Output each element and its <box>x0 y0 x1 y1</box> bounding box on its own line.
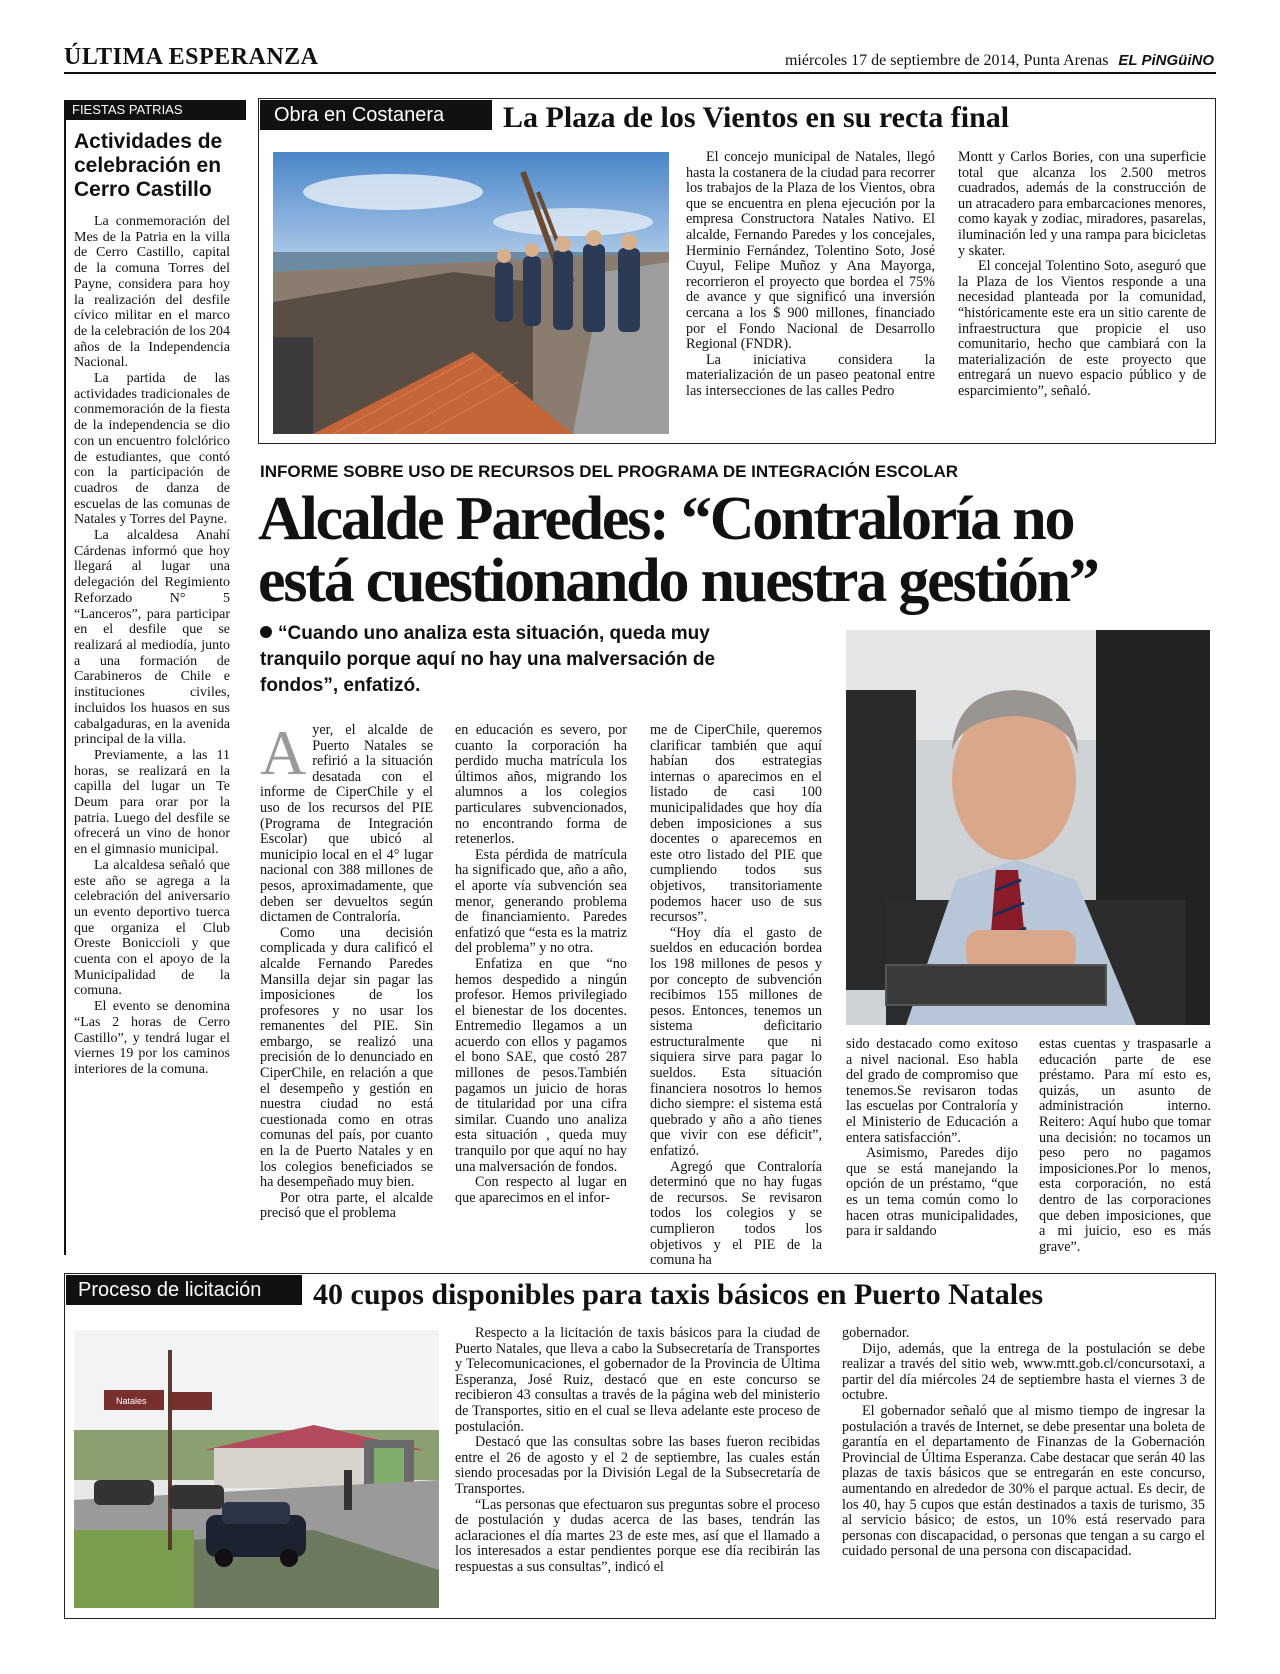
taxis-photo <box>74 1330 439 1608</box>
sidebar-paragraph: Previamente, a las 11 horas, se realizará en la capilla del lugar un Te Deum para orar por la patria. Luego del desfile se ofrecerá un vino de honor en el gimnasio municipal. <box>74 747 230 858</box>
main-col-1 <box>260 717 433 1222</box>
main-headline-line-2: está cuestionando nuestra gestión” <box>258 547 1098 615</box>
plaza-headline: La Plaza de los Vientos en su recta final <box>503 101 1010 134</box>
dateline <box>720 52 1214 70</box>
main-deck-text: “Cuando uno analiza esta situación, queda muy tranquilo porque aquí no hay una malversación de fondos”, enfatizó. <box>260 623 716 696</box>
main-paragraph: estas cuentas y traspasarle a educación parte de ese préstamo. Para mí esto es, quizás, un asunto de administración interno. Reitero: Aquí hubo que tomar una decisión: no tocamos un peso pero no pagamos imposiciones.Por lo menos, esta corporación, no está dentro de las corporaciones que deben imposiciones, que a mi juicio, eso es más grave”. <box>1039 1036 1211 1255</box>
main-col-5 <box>1039 1037 1211 1255</box>
main-paragraph: en educación es severo, por cuanto la corporación ha perdido mucha matrícula los últimos años, migrando los alumnos a los colegios particulares subvencionados, no encontrando forma de retenerlos. <box>455 722 627 848</box>
main-paragraph: Asimismo, Paredes dijo que se está manejando la opción de un préstamo, “que es un tema común como lo hacen otras municipalidades, para ir saldando <box>846 1145 1018 1240</box>
main-paragraph: sido destacado como exitoso a nivel nacional. Eso habla del grado de compromiso que tenemos.Se revisaron todas las escuelas por Contraloría y el Ministerio de Educación a entera satisfacción”. <box>846 1036 1018 1146</box>
construction-photo-illustration <box>273 152 669 434</box>
sidebar-paragraph: La alcaldesa Anahí Cárdenas informó que hoy llegará al lugar una delegación del Regimiento Reforzado N° 5 “Lanceros”, para participar en el desfile que se realizará al mediodía, junto a una formación de Carabineros de Chile e instituciones civiles, incluidos los huasos en sus cabalgaduras, en la avenida principal de la villa. <box>74 528 230 748</box>
main-paragraph <box>260 717 433 926</box>
mayor-portrait-illustration <box>846 630 1210 1025</box>
header-rule <box>64 72 1216 74</box>
taxis-tag: Proceso de licitación <box>66 1275 302 1305</box>
main-kicker: INFORME SOBRE USO DE RECURSOS DEL PROGRAMA DE INTEGRACIÓN ESCOLAR <box>260 462 958 481</box>
main-headline-line-1: Alcalde Paredes: “Contraloría no <box>258 485 1074 553</box>
main-col-4 <box>846 1037 1018 1240</box>
plaza-col-1 <box>686 150 935 400</box>
main-paragraph: Enfatiza en que “no hemos despedido a ningún profesor. Hemos privilegiado el bienestar de los docentes. Entremedio llegamos a un acuerdo con ellos y pagamos el bono SAE, que costó 287 millones de pesos.También pagamos un juicio de horas de titularidad por una cifra similar. Cuando uno analiza esta situación , queda muy tranquilo por que aquí no hay una malversación de fondos. <box>455 955 627 1175</box>
main-deck <box>260 621 776 699</box>
taxis-paragraph: El gobernador señaló que al mismo tiempo de ingresar la postulación a través de Internet, se debe presentar una boleta de garantía en el departamento de Finanzas de la Gobernación Provincial de Última Esperanza. Cabe destacar que serán 40 las plazas de taxis básicos que se entregarán en este concurso, aumentando en alrededor de 30% el parque actual. Es decir, de los 40, hay 5 cupos que están destinados a taxis de turismo, 35 al servicio básico; de estos, un 10% está reservado para personas con discapacidad, o personas que tengan a su cargo el cuidado personal de una persona con discapacidad. <box>842 1402 1205 1560</box>
taxis-paragraph: Destacó que las consultas sobre las bases fueron recibidas entre el 26 de agosto y el 2 de septiembre, las cuales están siendo procesadas por la División Legal de la Subsecretaría de Transportes. <box>455 1434 820 1497</box>
sidebar-left-rule <box>64 120 66 1255</box>
sidebar-tag: FIESTAS PATRIAS <box>64 100 246 120</box>
taxis-col-2 <box>842 1326 1205 1560</box>
taxis-paragraph: “Las personas que efectuaron sus preguntas sobre el proceso de postulación y dudas acerca de las bases, tendrán las aclaraciones el día martes 23 de este mes, así que el llamado a los interesados a estar pendientes porque ese día recibirán las respuestas a sus consultas”, indicó el <box>455 1496 820 1575</box>
taxis-paragraph: Dijo, además, que la entrega de la postulación se debe realizar a través del sitio web, www.mtt.gob.cl/concursotaxi, a partir del día miércoles 24 de septiembre hasta el viernes 3 de octubre. <box>842 1340 1205 1404</box>
sidebar-paragraph: La partida de las actividades tradicionales de conmemoración de la fiesta de la independencia se dio con un encuentro folclórico de estudiantes, que contó con la participación de cuadros de danza de escuelas de las comunas de Natales y Torres del Payne. <box>74 371 230 528</box>
taxis-headline: 40 cupos disponibles para taxis básicos en Puerto Natales <box>313 1278 1044 1311</box>
main-paragraph: “Hoy día el gasto de sueldos en educación bordea los 198 millones de pesos y por concepto de subvención recibimos 155 millones de pesos. Entonces, tenemos un sistema deficitario estructuralmente que ni siquiera sirve para pagar lo sueldos. Esta situación financiera nosotros lo hemos dicho siempre: el sistema está quebrado y año a año tienes que vivir con ese déficit”, enfatizó. <box>650 924 822 1160</box>
drop-cap: A <box>260 717 307 788</box>
plaza-paragraph: El concejal Tolentino Soto, aseguró que la Plaza de los Vientos responde a una necesidad planteada por la comunidad, “históricamente este era un sitio carente de infraestructura que propicie el uso comunitario, hecho que cambiará con la materialización de este proyecto que entregará un nuevo espacio público y de esparcimiento”, señaló. <box>958 258 1206 399</box>
main-paragraph: Esta pérdida de matrícula ha significado que, año a año, el aporte vía subvención sea menor, generando problema de financiamiento. Paredes enfatizó que “esta es la matriz del problema” y no otra. <box>455 846 627 957</box>
main-col-2 <box>455 723 627 1206</box>
main-headline <box>258 485 1214 615</box>
sidebar-paragraph: El evento se denomina “Las 2 horas de Cerro Castillo”, y tendrá lugar el viernes 19 por los caminos interiores de la comuna. <box>74 999 230 1077</box>
main-paragraph: Por otra parte, el alcalde precisó que el problema <box>260 1189 433 1222</box>
plaza-paragraph: Montt y Carlos Bories, con una superficie total que alcanza los 2.500 metros cuadrados, además de la construcción de un atracadero para embarcaciones menores, como kayak y zodiac, miradores, pasarelas, iluminación led y una rampa para bicicletas y skater. <box>958 149 1206 259</box>
section-title: ÚLTIMA ESPERANZA <box>64 44 319 70</box>
plaza-paragraph: El concejo municipal de Natales, llegó hasta la costanera de la ciudad para recorrer los trabajos de la Plaza de los Vientos, obra que se encuentra en plena ejecución por la empresa Constructora Natales Nativo. El alcalde, Fernando Paredes y los concejales, Herminio Fernández, Tolentino Soto, José Cuyul, Felipe Muñoz y Ana Mayorga, recorrieron el proyecto que bordea el 75% de avance y que significó una inversión cercana a los $ 900 millones, financiado por el Fondo Nacional de Desarrollo Regional (FNDR). <box>686 149 935 353</box>
main-lead-text: yer, el alcalde de Puerto Natales se refirió a la situación desatada con el informe de CiperChile y el uso de los recursos del PIE (Programa de Integración Escolar) que ubicó al municipio local en el 4° lugar nacional con 388 millones de pesos, aproximadamente, que deben ser devueltos según dictamen de Contraloría. <box>260 722 433 926</box>
sidebar-paragraph: La conmemoración del Mes de la Patria en la villa de Cerro Castillo, capital de la comuna Torres del Payne, considera para hoy la realización del desfile cívico militar en el marco de la celebración de los 204 años de la Independencia Nacional. <box>74 214 230 371</box>
taxis-paragraph: Respecto a la licitación de taxis básicos para la ciudad de Puerto Natales, que lleva a cabo la Subsecretaría de Transportes y Telecomunicaciones, el gobernador de la Provincia de Última Esperanza, José Ruiz, destacó que en este concurso se recibieron 43 consultas a través de la página web del ministerio de Transportes, sitio en el cual se lleva adelante este proceso de postulación. <box>455 1325 820 1435</box>
sidebar-body <box>74 214 230 1078</box>
street-photo-illustration <box>74 1330 439 1608</box>
plaza-paragraph: La iniciativa considera la materialización de un paseo peatonal entre las intersecciones de las calles Pedro <box>686 351 935 399</box>
plaza-tag: Obra en Costanera <box>260 100 492 130</box>
plaza-col-2 <box>958 150 1206 400</box>
bullet-icon <box>260 626 272 638</box>
main-paragraph: Con respecto al lugar en que aparecimos en el infor- <box>455 1174 627 1206</box>
street-sign-text: Natales <box>116 1396 147 1406</box>
sidebar-headline: Actividades de celebración en Cerro Castillo <box>74 130 223 201</box>
main-paragraph: me de CiperChile, queremos clarificar también que aquí habían dos estrategias internas o aparecimos en el listado de casi 100 municipalidades que hoy día deben imposiciones a sus docentes o aparecemos en este otro listado del PIE que cumpliendo todos sus objetivos, transitoriamente podemos hacer uso de sus recursos”. <box>650 722 822 926</box>
taxis-col-1 <box>455 1326 820 1576</box>
taxis-paragraph: gobernador. <box>842 1325 910 1341</box>
mayor-photo <box>846 630 1210 1025</box>
main-col-3 <box>650 723 822 1269</box>
plaza-photo <box>273 152 669 434</box>
brand-logo: EL PiNGüiNO <box>1118 52 1214 69</box>
main-paragraph: Como una decisión complicada y dura calificó el alcalde Fernando Paredes Mansilla dejar sin pagar las imposiciones de los profesores y no usar los remanentes del PIE. Sin embargo, se realizó una precisión de lo denunciado en CiperChile, en relación a que el desempeño y gestión en nuestra ciudad no está cuestionada como en otras comunas del país, por cuanto en la de Puerto Natales y en los colegios beneficiados se ha desempeñado muy bien. <box>260 924 433 1191</box>
main-paragraph: Agregó que Contraloría determinó que no hay fugas de recursos. Se revisaron todos los colegios y se cumplieron todos los objetivos y el PIE de la comuna ha <box>650 1158 822 1269</box>
sidebar-paragraph: La alcaldesa señaló que este año se agrega a la celebración del aniversario un evento deportivo tuerca que organiza el Club Oreste Boniccioli y que cuenta con el apoyo de la Municipalidad de la comuna. <box>74 857 230 999</box>
dateline-text: miércoles 17 de septiembre de 2014, Punta Arenas <box>784 52 1109 69</box>
